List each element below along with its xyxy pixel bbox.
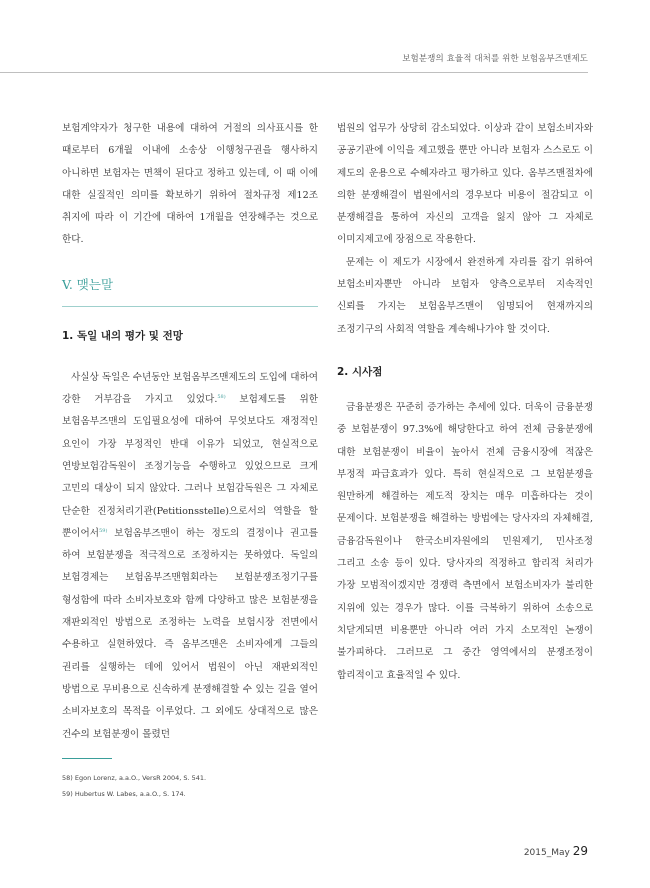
section-rule	[62, 306, 318, 307]
implications-paragraph: 금융분쟁은 꾸준히 증가하는 추세에 있다. 더욱이 금융분쟁 중 보험분쟁이 97.3%에 해당한다고 하여 전체 금융분쟁에 대한 보험분쟁이 비율이 높아서 전체 금융시장에 적잖은 부정적 파급효과가 있다. 특히 현실적으로 그 보험분쟁을 원만하게 해결하는 제도적 장치는 매우 미흡하다는 것이 문제이다. 보험분쟁을 해결하는 방법에는 당사자의 자체해결, 금융감독원이나 한국소비자원에의 민원제기, 민사조정 그리고 소송 등이 있다. 당사자의 적정하고 합리적 처리가 가장 모범적이겠지만 경쟁력 측면에서 보험소비자가 불리한 지위에 있는 경우가 많다. 이를 극복하기 위하여 소송으로 치닫게되면 비용뿐만 아니라 여러 가지 소모적인 논쟁이 불가피하다. 그러므로 그 중간 영역에서의 분쟁조정이 합리적이고 효율적일 수 있다.	[337, 401, 593, 681]
body-text-part3: 보험옴부즈맨이 하는 정도의 결정이나 권고를 하여 보험분쟁을 적극적으로 조정하지는 못하였다. 독일의 보험경제는 보험옴부즈맨협회라는 보험분쟁조정기구를 형성함에 따라 소비자보호와 함께 다양하고 많은 보험분쟁을 재판외적인 방법으로 조정하는 노력을 보험시장 전면에서 수용하고 실현하였다. 즉 옴부즈맨은 소비자에게 그들의 권리를 실행하는 데에 있어서 법원이 아닌 재판외적인 방법으로 무비용으로 신속하게 분쟁해결할 수 있는 길을 열어 소비자보호의 목적을 이루었다. 그 외에도 상대적으로 많은 건수의 보험분쟁이 몰렸던	[62, 527, 318, 740]
page-footer	[524, 844, 588, 858]
intro-paragraph: 보험계약자가 청구한 내용에 대하여 거절의 의사표시를 한 때로부터 6개월 이내에 소송상 이행청구권을 행사하지 아니하면 보험자는 면책이 된다고 정하고 있는데, 이 때 이에 대한 실질적인 의미를 확보하기 위하여 절차규정 제12조 취지에 따라 이 기간에 대하여 1개월을 연장해주는 것으로 한다.	[62, 123, 318, 246]
subsection-title-germany: 1. 독일 내의 평가 및 전망	[62, 329, 183, 342]
body-paragraph-germany	[62, 367, 318, 746]
body-text-part1: 사실상 독일은 수년동안 보험옴부즈맨제도의 도입에 대하여 강한 거부감을 가지고 있었다.	[62, 371, 318, 406]
footnote-rule	[62, 758, 112, 759]
body-text-part2: 보험제도를 위한 보험옴부즈맨의 도입필요성에 대하여 무엇보다도 재정적인 요인이 가장 부정적인 반대 이유가 되었고, 현실적으로 연방보험감독원이 조정기능을 수행하고 있었으므로 크게 고민의 대상이 되지 않았다. 그러나 보험감독원은 그 자체로 단순한 진정처리기관(Petitionsstelle)으로서의 역할을 할 뿐이어서	[62, 394, 318, 539]
footnote-ref-58[interactable]: 58)	[217, 393, 226, 400]
section-title: V. 맺는말	[62, 276, 114, 292]
continuation-paragraph: 법원의 업무가 상당히 감소되었다. 이상과 같이 보험소비자와 공공기관에 이익을 제고했을 뿐만 아니라 보험자 스스로도 이 제도의 운용으로 수혜자라고 평가하고 있다. 옴부즈맨절차에 의한 분쟁해결이 법원에서의 경우보다 비용이 절감되고 이 분쟁해결을 통하여 자신의 고객을 잃지 않아 그 자체로 이미지제고에 장점으로 작용한다.	[337, 123, 593, 246]
issue-label: 2015_May	[523, 848, 570, 858]
header-rule	[0, 72, 588, 73]
problem-paragraph: 문제는 이 제도가 시장에서 완전하게 자리를 잡기 위하여 보험소비자뿐만 아니라 보험자 양측으로부터 지속적인 신뢰를 가지는 보험옴부즈맨이 임명되어 현재까지의 조정기구의 사회적 역할을 계속해나가야 할 것이다.	[337, 256, 593, 335]
page-number: 29	[572, 844, 588, 858]
right-column	[337, 118, 593, 687]
footnote-ref-59[interactable]: 59)	[99, 527, 108, 534]
footnotes	[62, 770, 362, 802]
footnote-58: 58) Egon Lorenz, a.a.O., VersR 2004, S. 541.	[62, 774, 207, 782]
left-column	[62, 118, 318, 746]
footnote-59: 59) Hubertus W. Labes, a.a.O., S. 174.	[62, 790, 186, 798]
running-header: 보험분쟁의 효율적 대처를 위한 보험옴부즈맨제도	[402, 54, 588, 64]
subsection-title-implications: 2. 시사점	[337, 365, 383, 378]
